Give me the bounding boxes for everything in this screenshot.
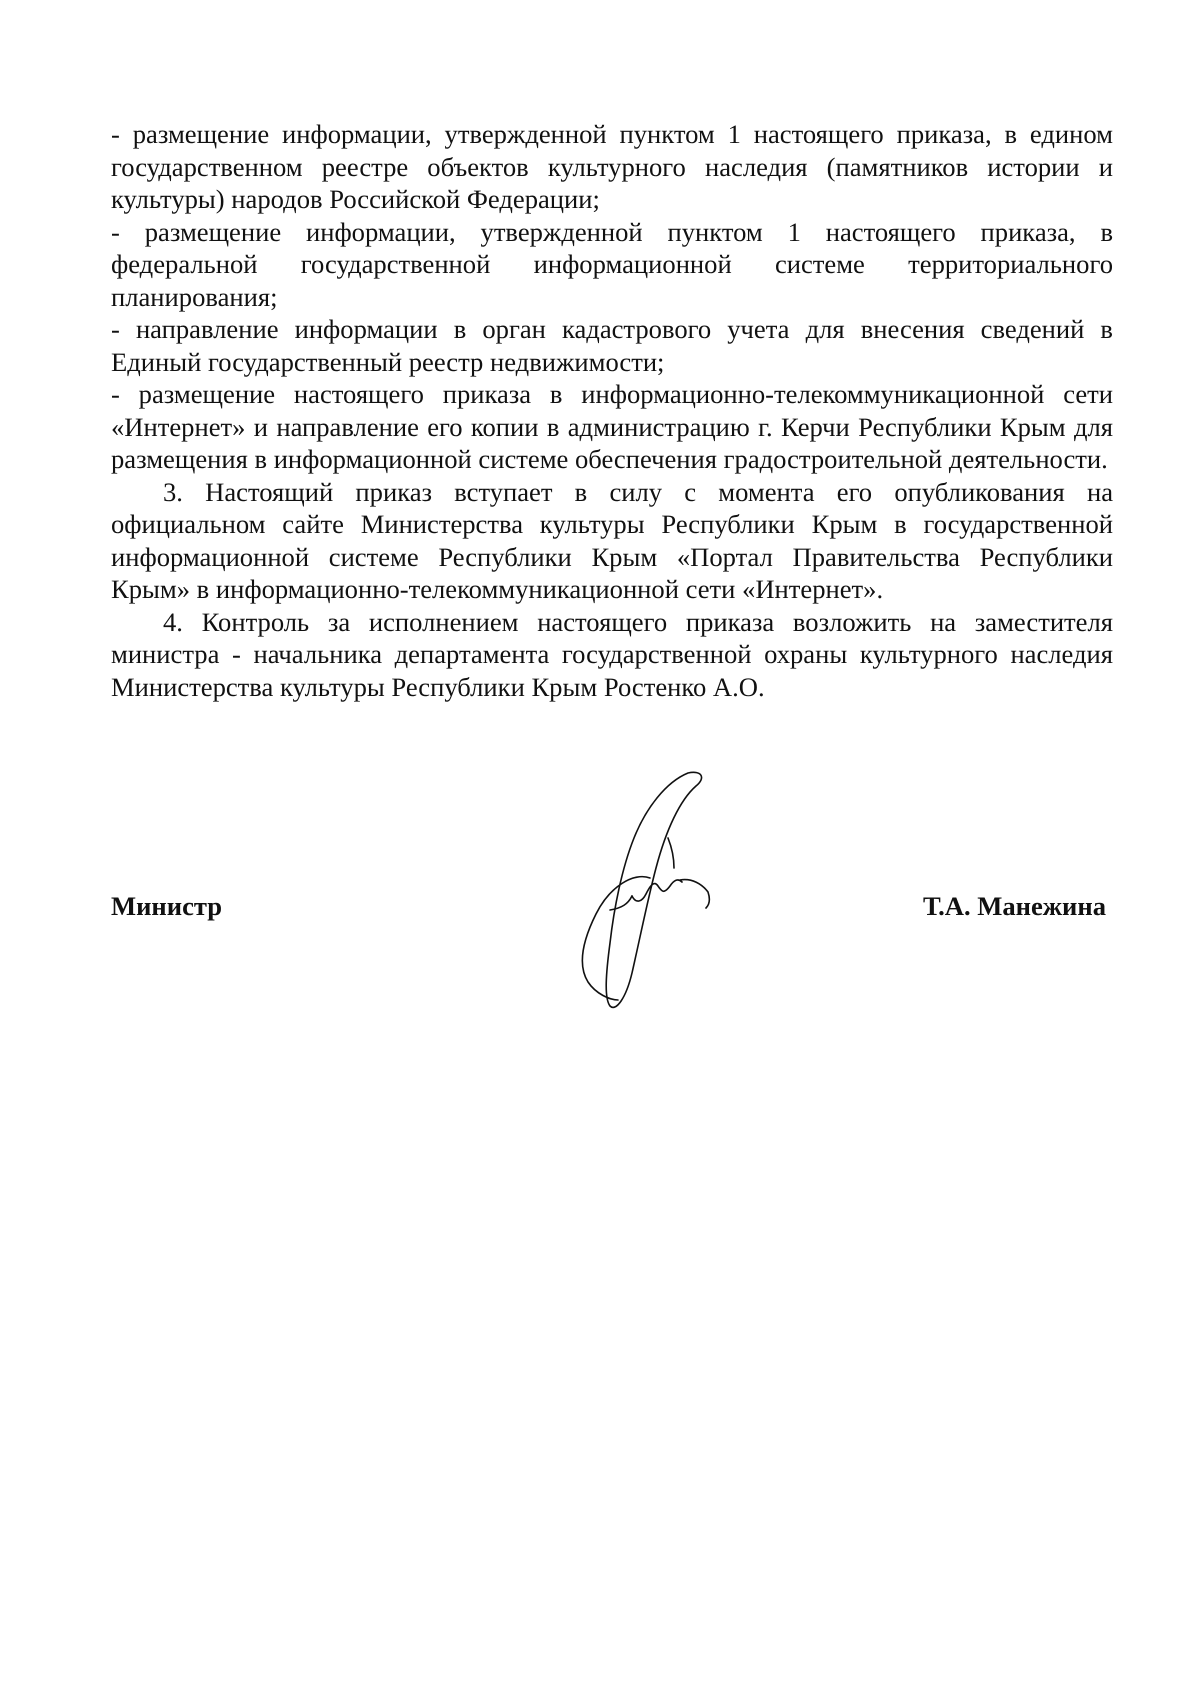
paragraph-item-3: 3. Настоящий приказ вступает в силу с момента его опубликования на официальном сайте Министерства культуры Республики Крым в государственной информационной системе Республики Крым «Портал Правительства Республики Крым» в информационно-телекоммуникационной сети «Интернет». <box>111 476 1113 604</box>
paragraph-item-4: 4. Контроль за исполнением настоящего приказа возложить на заместителя министра - начальника департамента государственной охраны культурного наследия Министерства культуры Республики Крым Ростенко А.О. <box>111 606 1113 702</box>
paragraph-internet-publication: - размещение настоящего приказа в информационно-телекоммуникационной сети «Интернет» и направление его копии в администрацию г. Керчи Республики Крым для размещения в информационной системе обеспечения градостроительной деятельности. <box>111 379 1113 474</box>
paragraph-registry-placement: - размещение информации, утвержденной пунктом 1 настоящего приказа, в едином государственном реестре объектов культурного наследия (памятников истории и культуры) народов Российской Федерации; <box>111 119 1113 214</box>
handwritten-signature <box>570 768 750 1018</box>
signatory-title: Министр <box>111 891 223 921</box>
paragraph-planning-system-placement: - размещение информации, утвержденной пунктом 1 настоящего приказа, в федеральной государственной информационной системе территориального планирования; <box>111 216 1113 312</box>
signatory-name: Т.А. Манежина <box>923 891 1106 921</box>
paragraph-cadastral-notice: - направление информации в орган кадастрового учета для внесения сведений в Единый государственный реестр недвижимости; <box>111 314 1113 377</box>
